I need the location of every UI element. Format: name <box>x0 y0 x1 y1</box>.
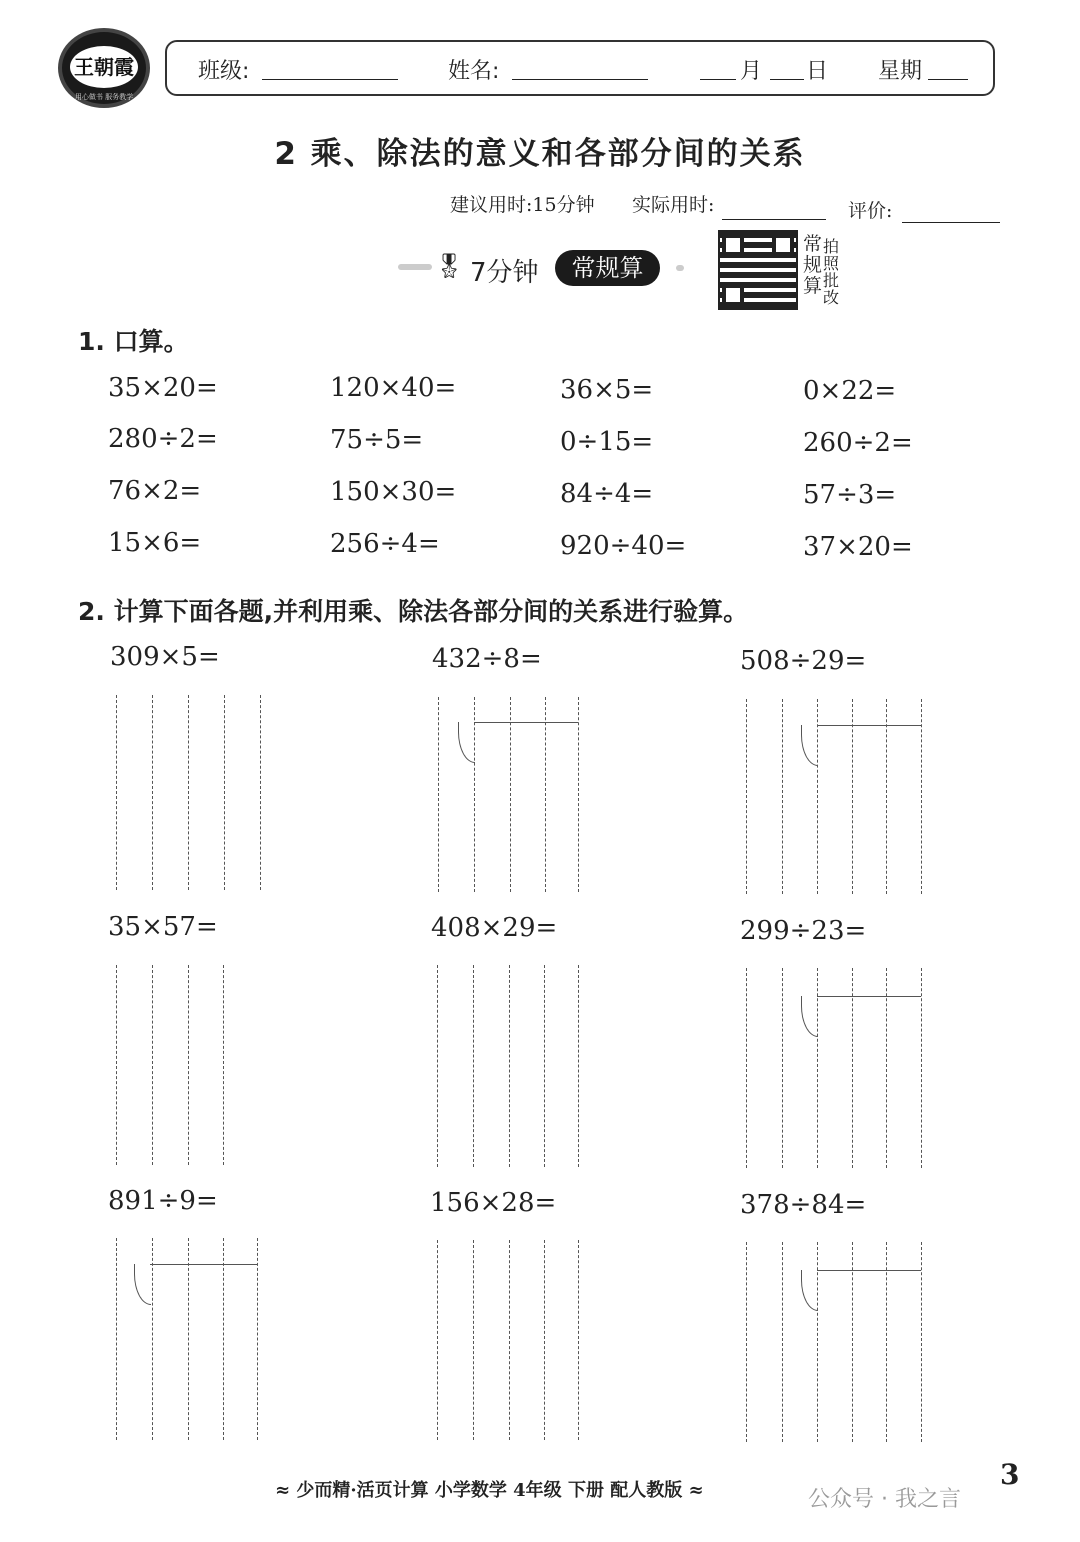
vertical-calc-problem: 156×28= <box>430 1188 557 1218</box>
oral-item: 256÷4= <box>330 529 440 559</box>
class-field[interactable] <box>262 55 398 80</box>
evaluation-field[interactable] <box>902 198 1000 223</box>
section2-heading: 2. 计算下面各题,并利用乘、除法各部分间的关系进行验算。 <box>78 597 749 626</box>
actual-time-label: 实际用时: <box>632 194 715 216</box>
oral-item: 84÷4= <box>560 479 654 509</box>
vertical-calc-problem: 891÷9= <box>108 1186 218 1216</box>
suggested-time: 建议用时:15分钟 <box>450 194 595 216</box>
logo-text: 王朝霞 <box>70 46 138 88</box>
week-field[interactable] <box>928 55 968 80</box>
oral-item: 75÷5= <box>330 425 424 455</box>
page-title: 2 乘、除法的意义和各部分间的关系 <box>274 136 806 172</box>
vertical-calc-problem: 408×29= <box>431 913 558 943</box>
oral-item: 37×20= <box>803 532 913 562</box>
day-label: 日 <box>806 59 829 84</box>
name-label: 姓名: <box>448 59 500 84</box>
division-bracket-icon <box>801 1270 818 1311</box>
oral-item: 36×5= <box>560 375 654 405</box>
timer-minutes: 7分钟 <box>470 258 539 288</box>
vertical-calc-problem: 378÷84= <box>740 1190 867 1220</box>
oral-item: 35×20= <box>108 373 218 403</box>
medal-icon: 🎖︎ <box>434 252 465 280</box>
vertical-calc-problem: 35×57= <box>108 912 218 942</box>
actual-time-field[interactable] <box>722 195 826 220</box>
oral-item: 15×6= <box>108 528 202 558</box>
name-field[interactable] <box>512 55 648 80</box>
footer-series: ≈ 少而精·活页计算 小学数学 4年级 下册 配人教版 ≈ <box>275 1480 704 1501</box>
vertical-calc-problem: 508÷29= <box>740 646 867 676</box>
month-field[interactable] <box>700 55 736 80</box>
oral-item: 0×22= <box>803 376 897 406</box>
decor-dash-left <box>398 264 432 270</box>
division-bracket-icon <box>458 722 475 763</box>
oral-item: 57÷3= <box>803 480 897 510</box>
month-label: 月 <box>740 59 763 84</box>
division-bracket-icon <box>134 1264 151 1305</box>
day-field[interactable] <box>770 55 804 80</box>
watermark: 公众号 · 我之言 <box>808 1487 961 1512</box>
oral-item: 120×40= <box>330 373 457 403</box>
oral-item: 150×30= <box>330 477 457 507</box>
vertical-calc-problem: 299÷23= <box>740 916 867 946</box>
oral-item: 920÷40= <box>560 531 687 561</box>
qr-caption-b: 拍照批改 <box>822 237 839 307</box>
routine-badge: 常规算 <box>555 250 660 286</box>
evaluation-label: 评价: <box>848 200 893 222</box>
class-label: 班级: <box>198 59 250 84</box>
division-bracket-icon <box>801 725 818 766</box>
oral-item: 280÷2= <box>108 424 218 454</box>
week-label: 星期 <box>878 59 923 84</box>
section1-heading: 1. 口算。 <box>78 327 189 356</box>
qr-code-icon[interactable] <box>718 230 798 310</box>
decor-dash-right <box>676 265 684 271</box>
oral-item: 0÷15= <box>560 427 654 457</box>
vertical-calc-problem: 432÷8= <box>432 644 542 674</box>
oral-item: 76×2= <box>108 476 202 506</box>
brand-logo <box>58 28 150 108</box>
division-bracket-icon <box>801 996 818 1037</box>
logo-subtitle: 用心做书 服务教学 <box>74 93 134 101</box>
page-number: 3 <box>1000 1458 1020 1491</box>
vertical-calc-problem: 309×5= <box>110 642 220 672</box>
oral-item: 260÷2= <box>803 428 913 458</box>
qr-caption-a: 常规算 <box>803 233 823 297</box>
